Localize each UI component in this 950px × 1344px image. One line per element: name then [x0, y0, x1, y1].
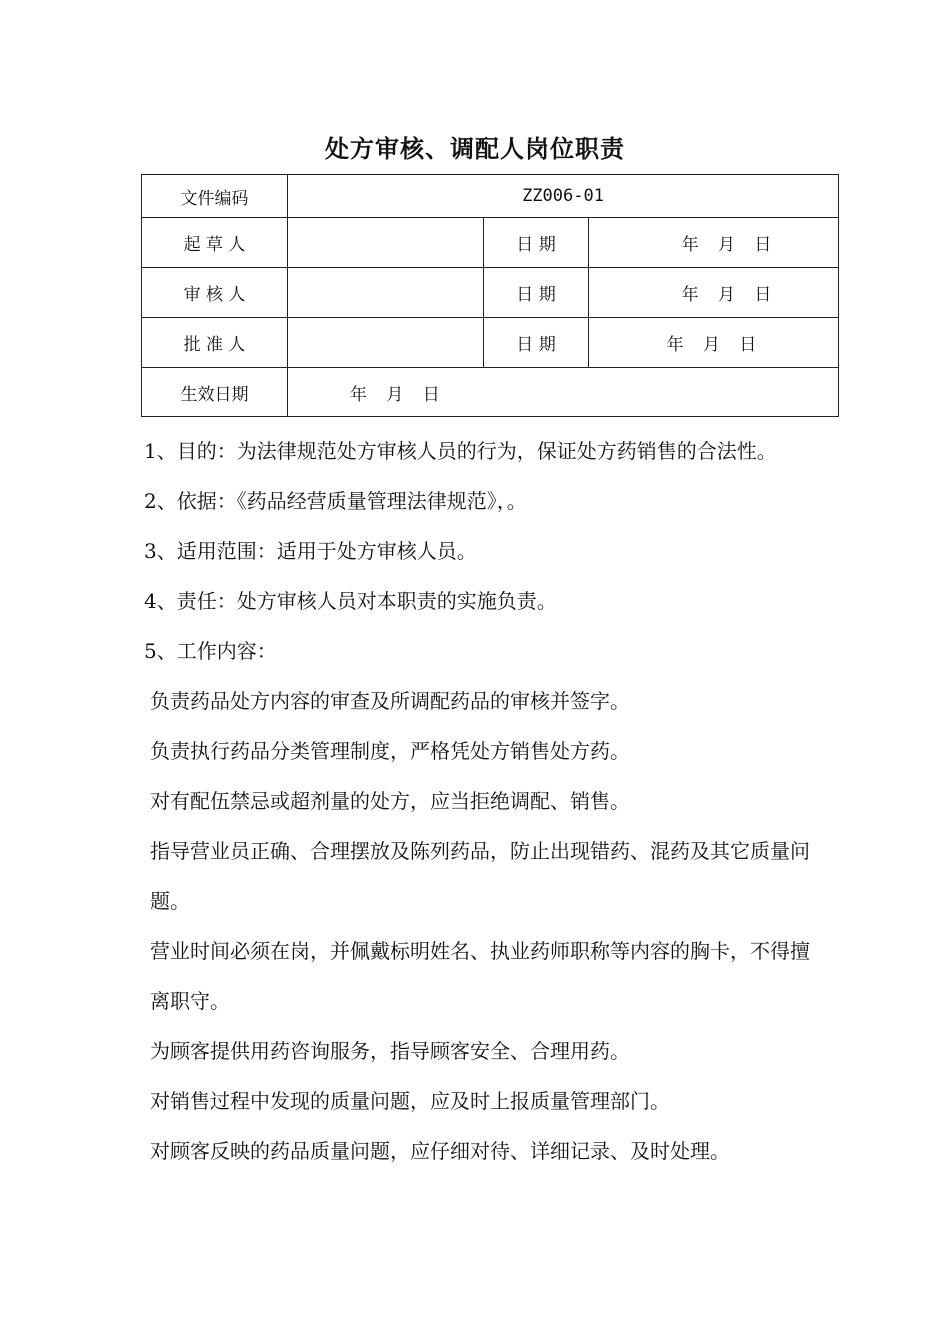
- document-body: [144, 426, 814, 1176]
- effective-date-label: 生效日期: [142, 368, 288, 417]
- table-row-approver: [142, 318, 839, 368]
- drafter-date-label: 日 期: [484, 218, 589, 268]
- work-item: 营业时间必须在岗，并佩戴标明姓名、执业药师职称等内容的胸卡，不得擅离职守。: [150, 939, 810, 1013]
- reviewer-label: 审 核 人: [142, 268, 288, 318]
- section-scope: 3、适用范围：适用于处方审核人员。: [144, 539, 477, 563]
- table-row-reviewer: [142, 268, 839, 318]
- work-item: 对销售过程中发现的质量问题，应及时上报质量管理部门。: [150, 1089, 670, 1113]
- section-responsibility: 4、责任：处方审核人员对本职责的实施负责。: [144, 589, 557, 613]
- document-header-table: [141, 174, 839, 417]
- section-basis: 2、依据：《药品经营质量管理法律规范》，。: [144, 489, 527, 513]
- reviewer-date-label: 日 期: [484, 268, 589, 318]
- approver-value: [288, 318, 484, 368]
- work-item: 指导营业员正确、合理摆放及陈列药品，防止出现错药、混药及其它质量问题。: [150, 839, 810, 913]
- section-work-content-heading: 5、工作内容：: [144, 639, 277, 663]
- work-item: 负责执行药品分类管理制度，严格凭处方销售处方药。: [150, 739, 630, 763]
- drafter-label: 起 草 人: [142, 218, 288, 268]
- work-item: 对有配伍禁忌或超剂量的处方，应当拒绝调配、销售。: [150, 789, 630, 813]
- document-title: 处方审核、调配人岗位职责: [325, 135, 625, 163]
- effective-date-value: 年 月 日: [288, 368, 839, 417]
- table-row-doc-code: [142, 175, 839, 218]
- drafter-value: [288, 218, 484, 268]
- approver-label: 批 准 人: [142, 318, 288, 368]
- work-item: 对顾客反映的药品质量问题，应仔细对待、详细记录、及时处理。: [150, 1139, 730, 1163]
- drafter-date-value: 年 月 日: [589, 218, 839, 268]
- table-row-effective-date: [142, 368, 839, 417]
- work-item: 为顾客提供用药咨询服务，指导顾客安全、合理用药。: [150, 1039, 630, 1063]
- work-item: 负责药品处方内容的审查及所调配药品的审核并签字。: [150, 689, 630, 713]
- reviewer-value: [288, 268, 484, 318]
- approver-date-label: 日 期: [484, 318, 589, 368]
- section-purpose: 1、目的：为法律规范处方审核人员的行为，保证处方药销售的合法性。: [144, 439, 777, 463]
- doc-code-label: 文件编码: [142, 175, 288, 218]
- table-row-drafter: [142, 218, 839, 268]
- reviewer-date-value: 年 月 日: [589, 268, 839, 318]
- doc-code-value: ZZ006-01: [288, 175, 839, 218]
- approver-date-value: 年 月 日: [589, 318, 839, 368]
